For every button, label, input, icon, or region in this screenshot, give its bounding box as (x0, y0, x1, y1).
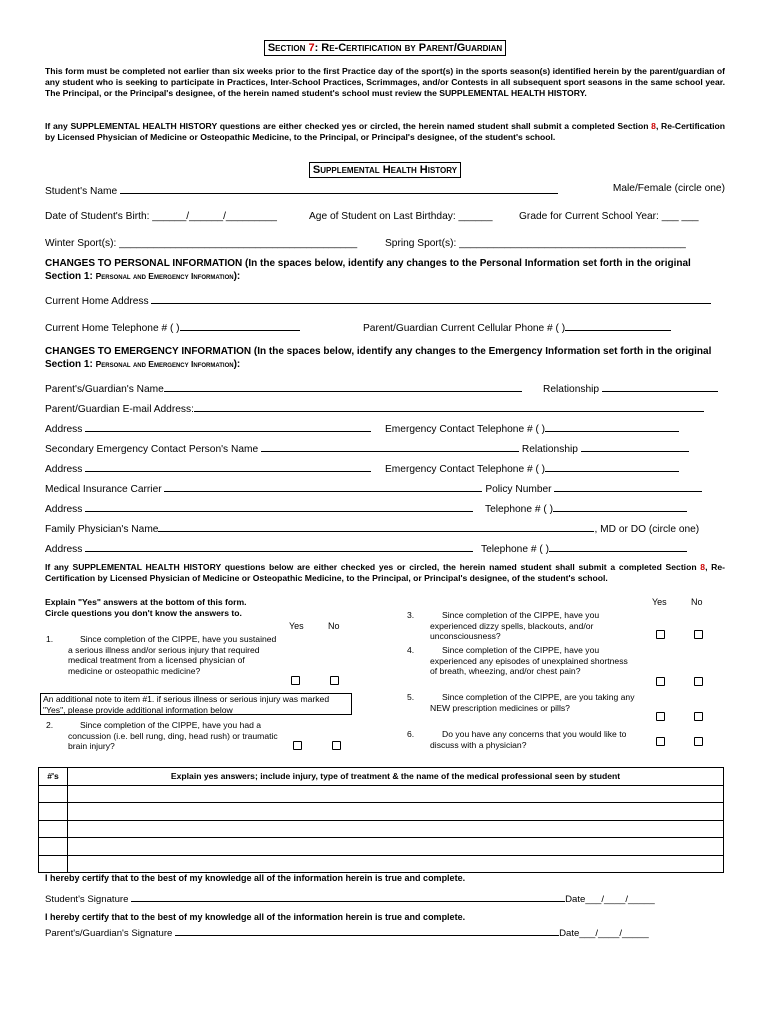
parent-signature-field[interactable] (175, 925, 559, 936)
student-name-field[interactable] (120, 183, 558, 194)
parent-signature-row: Parent's/Guardian's Signature Date___/____/_____ (45, 925, 725, 939)
spring-sports-field[interactable]: Spring Sport(s): ________________________________________ (385, 238, 686, 249)
secondary-contact-row: Secondary Emergency Contact Person's Name Relationship (45, 441, 725, 455)
changes-personal-heading: CHANGES TO PERSONAL INFORMATION (In the spaces below, identify any changes to the Personal Information set forth in the original Section 1: Personal and Emergency Information): (45, 258, 691, 282)
parent-date-field[interactable]: Date___/____/_____ (559, 928, 649, 939)
gender-label: Male/Female (circle one) (612, 183, 725, 194)
table-cell-explain[interactable] (68, 820, 724, 838)
explain-yes-instruction: Explain "Yes" answers at the bottom of this form. (45, 597, 247, 607)
table-cell-explain[interactable] (68, 838, 724, 856)
question-2-text: Since completion of the CIPPE, have you had a concussion (i.e. bell rung, ding, head rush) or traumatic brain injury? (68, 720, 278, 751)
pg-name-row: Parent's/Guardian's Name Relationship (45, 381, 725, 395)
question-1-text: Since completion of the CIPPE, have you sustained a serious illness and/or serious injury that required medical treatment from a licensed physician of medicine or osteopathic medicine? (68, 634, 277, 676)
no-label-left: No (328, 621, 340, 631)
parent-cell-field[interactable] (565, 320, 671, 331)
question-3-text: Since completion of the CIPPE, have you experienced dizzy spells, blackouts, and/or unconsciousness? (430, 610, 600, 641)
dob-row (45, 211, 725, 222)
insurance-field[interactable] (164, 481, 482, 492)
secondary-relationship-field[interactable] (581, 441, 689, 452)
address-row-4: Address Telephone # ( ) (45, 541, 725, 555)
question-5-num: 5. (407, 692, 415, 702)
address-field-4[interactable] (85, 541, 473, 552)
table-row (39, 803, 724, 821)
table-row (39, 820, 724, 838)
q6-no-checkbox[interactable] (694, 737, 703, 746)
table-header-row (39, 768, 724, 786)
question-1-num: 1. (46, 634, 54, 644)
age-field[interactable]: Age of Student on Last Birthday: ______ (309, 211, 493, 222)
address-field-3[interactable] (85, 501, 473, 512)
changes-emergency-heading: CHANGES TO EMERGENCY INFORMATION (In the spaces below, identify any changes to the Emergency Information set forth in the original Section 1: Personal and Emergency Information): (45, 346, 712, 370)
explanation-table (38, 767, 724, 873)
table-cell-num[interactable] (39, 838, 68, 856)
home-address-field[interactable] (151, 293, 711, 304)
question-4-num: 4. (407, 645, 415, 655)
winter-sports-field[interactable]: Winter Sport(s): __________________________________________ (45, 238, 358, 249)
table-row (39, 855, 724, 873)
q2-no-checkbox[interactable] (332, 741, 341, 750)
question-3-num: 3. (407, 610, 415, 620)
q2-yes-checkbox[interactable] (293, 741, 302, 750)
student-certify-text: I hereby certify that to the best of my knowledge all of the information herein is true and complete. (45, 873, 466, 883)
table-header-num: #'s (39, 768, 68, 786)
table-cell-num[interactable] (39, 803, 68, 821)
section7-title: Section 7: Re-Certification by Parent/Guardian (0, 38, 770, 56)
no-label-right: No (691, 597, 703, 607)
pg-relationship-field[interactable] (602, 381, 718, 392)
q4-no-checkbox[interactable] (694, 677, 703, 686)
address-row-2: Address Emergency Contact Telephone # ( ) (45, 461, 725, 475)
yes-label-left: Yes (289, 621, 304, 631)
q5-yes-checkbox[interactable] (656, 712, 665, 721)
emergency-phone-field-1[interactable] (545, 421, 679, 432)
table-cell-explain[interactable] (68, 803, 724, 821)
supplemental-title: Supplemental Health History (0, 160, 770, 178)
sports-row (45, 238, 725, 249)
question-6-text: Do you have any concerns that you would like to discuss with a physician? (430, 729, 627, 750)
address-row-1: Address Emergency Contact Telephone # ( ) (45, 421, 725, 435)
student-signature-field[interactable] (131, 891, 565, 902)
address-row-3: Address Telephone # ( ) (45, 501, 725, 515)
question-4-text: Since completion of the CIPPE, have you experienced any episodes of unexplained shortness of breath, wheezing, and/or chest pain? (430, 645, 628, 676)
table-cell-explain[interactable] (68, 855, 724, 873)
pg-name-field[interactable] (164, 381, 522, 392)
physician-field[interactable] (158, 521, 594, 532)
q5-no-checkbox[interactable] (694, 712, 703, 721)
insurance-row: Medical Insurance Carrier Policy Number (45, 481, 725, 495)
student-date-field[interactable]: Date___/____/_____ (565, 894, 655, 905)
parent-certify-text: I hereby certify that to the best of my knowledge all of the information herein is true and complete. (45, 912, 466, 922)
grade-field[interactable]: Grade for Current School Year: ___ ___ (519, 211, 699, 222)
q4-yes-checkbox[interactable] (656, 677, 665, 686)
telephone-field-1[interactable] (553, 501, 687, 512)
emergency-phone-field-2[interactable] (545, 461, 679, 472)
table-row (39, 838, 724, 856)
table-cell-num[interactable] (39, 820, 68, 838)
address-field-2[interactable] (85, 461, 371, 472)
home-address-row: Current Home Address (45, 293, 725, 307)
question-2-num: 2. (46, 720, 54, 730)
section7-number: 7 (308, 42, 315, 54)
intro-paragraph-3: If any SUPPLEMENTAL HEALTH HISTORY questions below are either checked yes or circled, the herein named student shall submit a completed Section 8, Re-Certification by Licensed Physician of Medicine or Osteopathic Medicine, to the Principal, or Principal's designee, of the student's school. (45, 562, 725, 583)
question-5-text: Since completion of the CIPPE, are you taking any NEW prescription medicines or pills? (430, 692, 635, 713)
home-phone-row: Current Home Telephone # ( ) Parent/Guardian Current Cellular Phone # ( ) (45, 320, 725, 334)
pg-email-row: Parent/Guardian E-mail Address: (45, 401, 725, 415)
intro-paragraph-2: If any SUPPLEMENTAL HEALTH HISTORY questions are either checked yes or circled, the herein named student shall submit a completed Section 8, Re-Certification by Licensed Physician of Medicine or Osteopathic Medicine, to the Principal, or Principal's designee, of the student's school. (45, 121, 726, 142)
intro-paragraph-1: This form must be completed not earlier than six weeks prior to the first Practice day of the sport(s) in the sports season(s) identified herein by the parent/guardian of any student who is seeking to participate in Practices, Inter-School Practices, Scrimmages, and/or Contests in all subsequent sport seasons in the same school year. The Principal, or the Principal's designee, of the herein named student's school must review the SUPPLEMENTAL HEALTH HISTORY. (45, 66, 725, 98)
q1-yes-checkbox[interactable] (291, 676, 300, 685)
home-phone-field[interactable] (180, 320, 300, 331)
table-cell-num[interactable] (39, 785, 68, 803)
secondary-contact-field[interactable] (261, 441, 519, 452)
student-name-row: Student's Name Male/Female (circle one) (45, 183, 725, 197)
address-field-1[interactable] (85, 421, 371, 432)
physician-row: Family Physician's Name , MD or DO (circle one) (45, 521, 725, 535)
telephone-field-2[interactable] (549, 541, 687, 552)
q6-yes-checkbox[interactable] (656, 737, 665, 746)
policy-field[interactable] (554, 481, 702, 492)
yes-label-right: Yes (652, 597, 667, 607)
q3-no-checkbox[interactable] (694, 630, 703, 639)
q1-no-checkbox[interactable] (330, 676, 339, 685)
dob-field[interactable]: Date of Student's Birth: ______/______/_________ (45, 211, 277, 222)
table-cell-explain[interactable] (68, 785, 724, 803)
table-header-explain: Explain yes answers; include injury, type of treatment & the name of the medical professional seen by student (68, 768, 724, 786)
table-cell-num[interactable] (39, 855, 68, 873)
circle-questions-instruction: Circle questions you don't know the answers to. (45, 608, 242, 618)
question-6-num: 6. (407, 729, 415, 739)
student-signature-row: Student's Signature Date___/____/_____ (45, 891, 725, 905)
table-row (39, 785, 724, 803)
additional-note-box: An additional note to item #1. if serious illness or serious injury was marked "Yes", please provide additional information below (40, 693, 352, 715)
pg-email-field[interactable] (194, 401, 704, 412)
q3-yes-checkbox[interactable] (656, 630, 665, 639)
